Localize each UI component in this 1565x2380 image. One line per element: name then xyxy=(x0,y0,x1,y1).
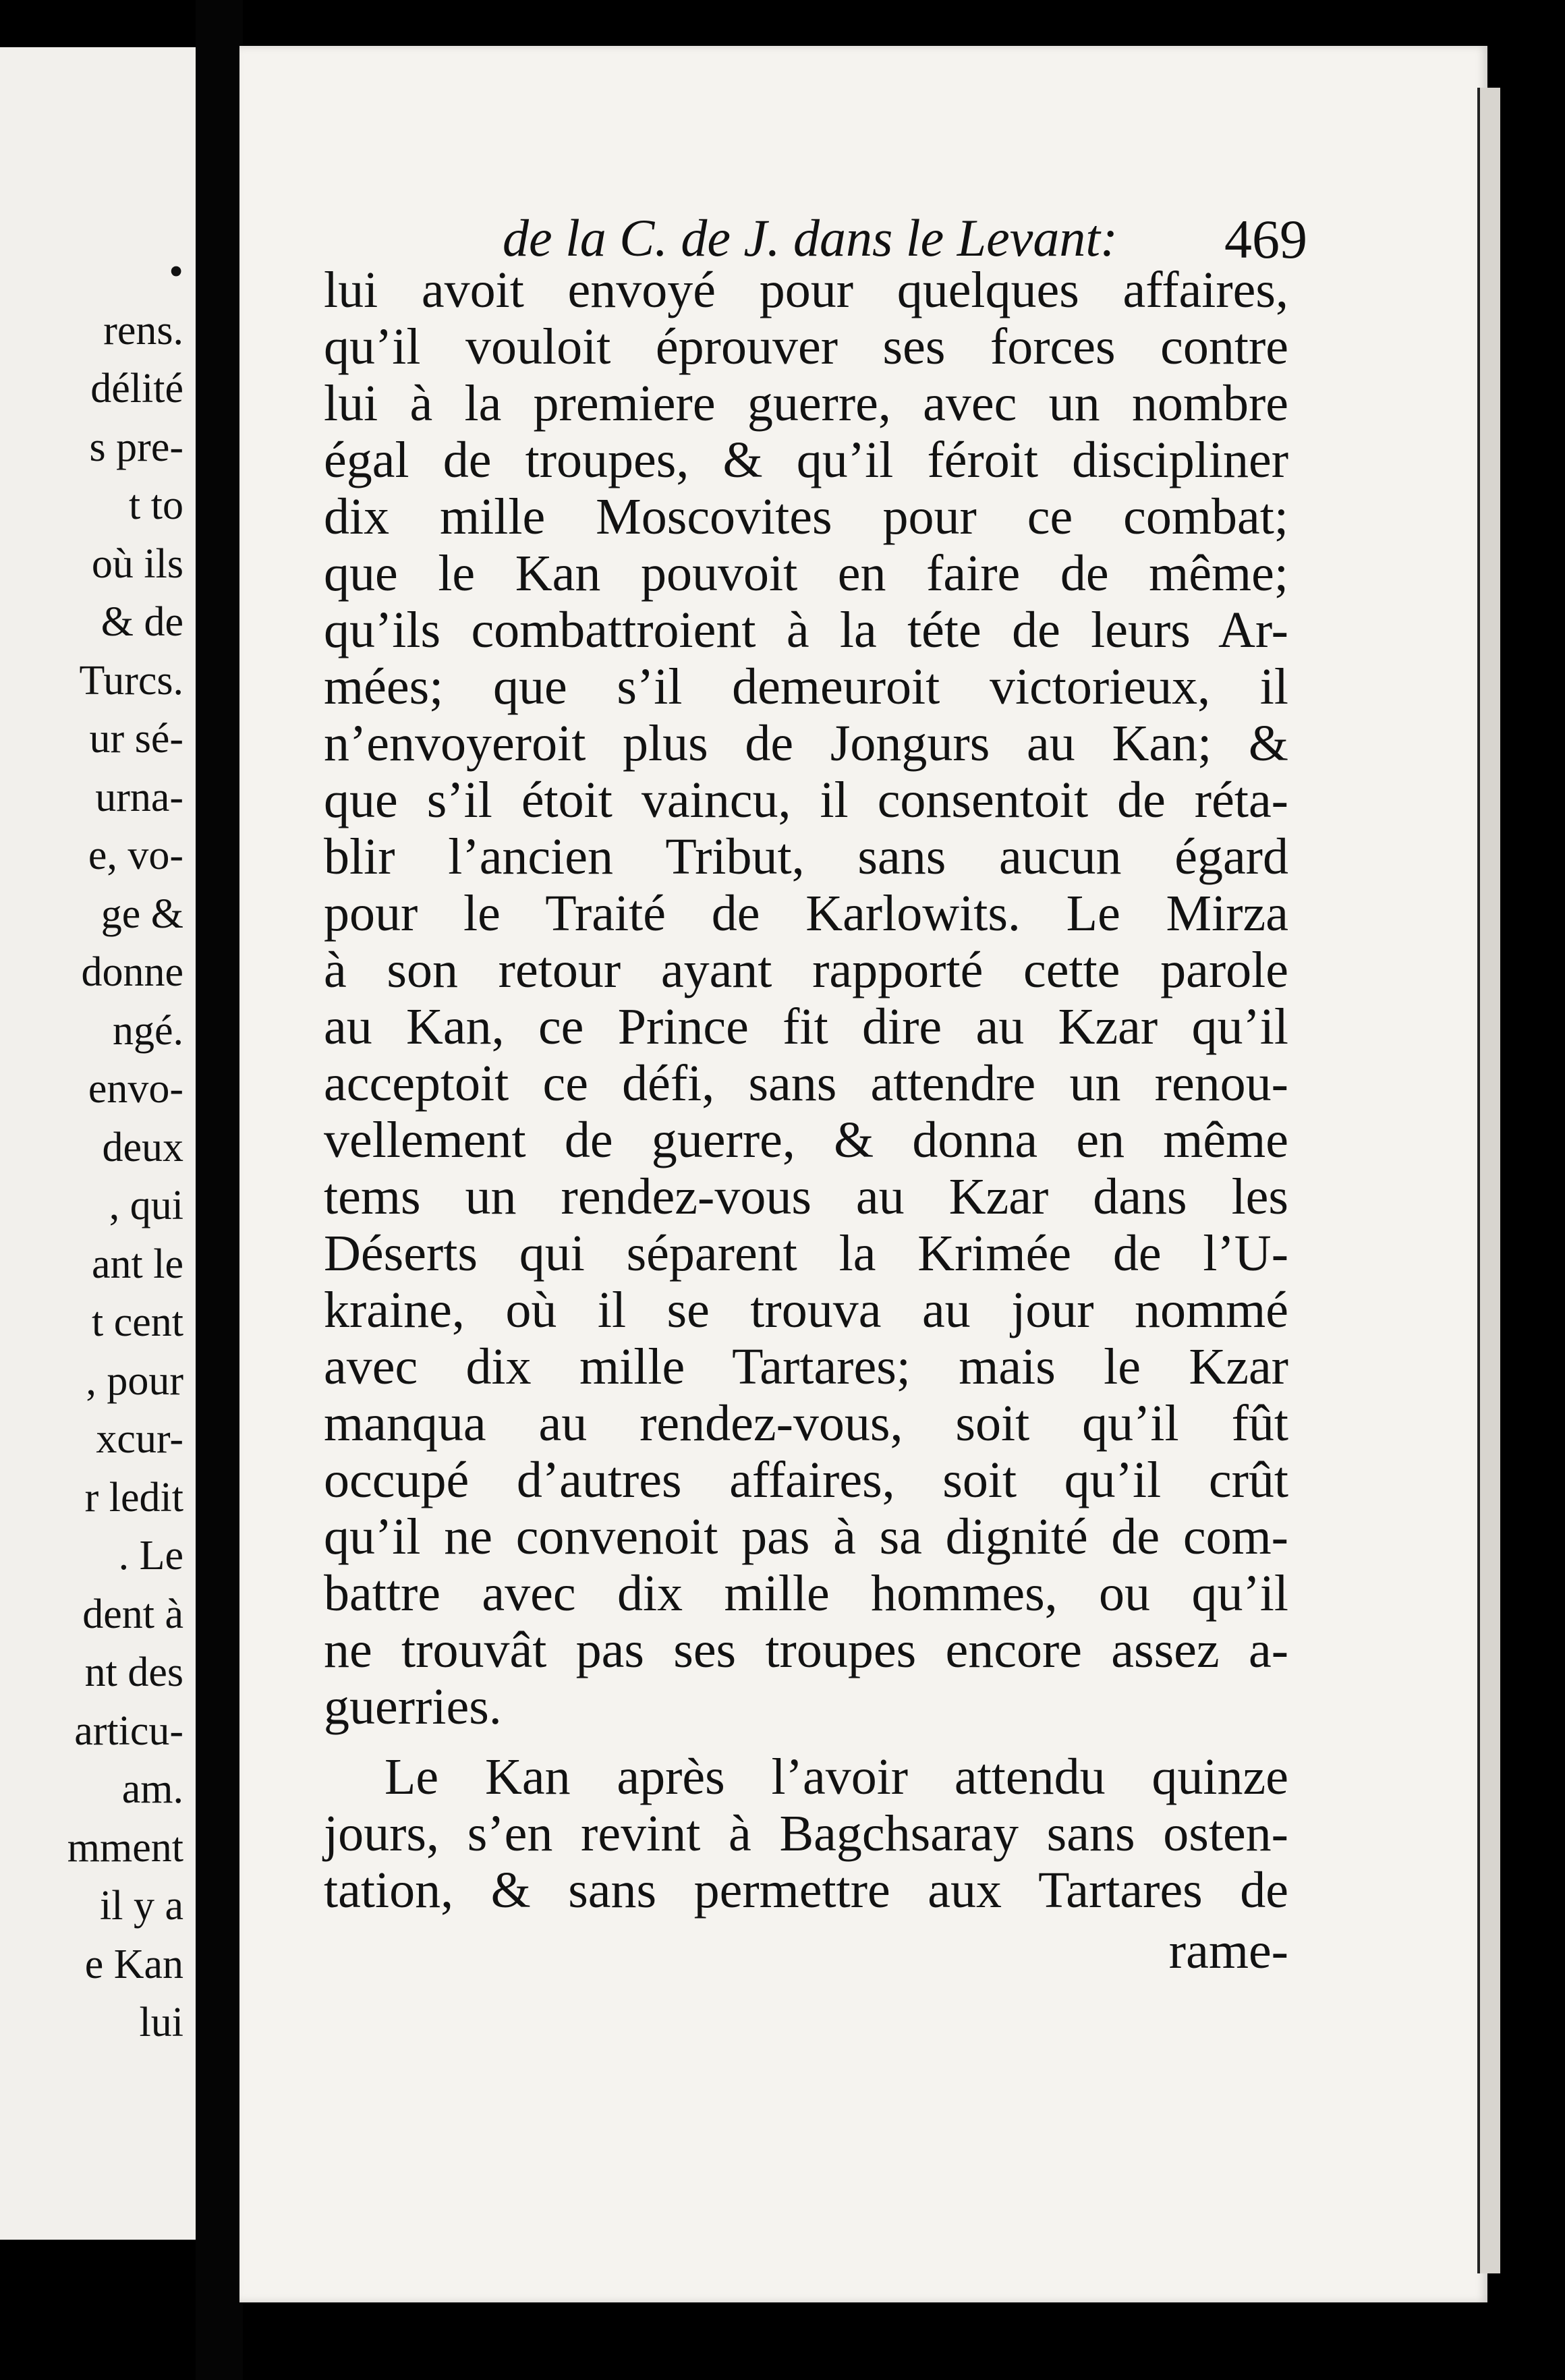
left-line-fragment: t to xyxy=(129,482,183,528)
left-line-fragment: t cent xyxy=(92,1299,183,1345)
left-line-fragment: Turcs. xyxy=(79,657,183,704)
paragraph-gap xyxy=(324,1735,1288,1749)
text-line: égal de troupes, & qu’il féroit discipliner xyxy=(324,432,1288,488)
left-line-fragment: • xyxy=(169,249,183,295)
left-line-fragment: am. xyxy=(121,1766,183,1812)
left-page xyxy=(0,47,196,2240)
text-line: blir l’ancien Tribut, sans aucun égard xyxy=(324,828,1288,885)
text-line: ne trouvât pas ses troupes encore assez a- xyxy=(324,1622,1288,1678)
text-line: pour le Traité de Karlowits. Le Mirza xyxy=(324,885,1288,942)
text-line: avec dix mille Tartares; mais le Kzar xyxy=(324,1338,1288,1395)
left-line-fragment: rens. xyxy=(103,307,183,353)
left-line-fragment: urna- xyxy=(95,774,183,820)
text-line: au Kan, ce Prince fit dire au Kzar qu’il xyxy=(324,998,1288,1055)
left-line-fragment: mment xyxy=(67,1824,183,1871)
book-gutter xyxy=(196,0,243,2380)
text-line: qu’il vouloit éprouver ses forces contre xyxy=(324,318,1288,375)
text-line: tems un rendez-vous au Kzar dans les xyxy=(324,1168,1288,1225)
text-line: qu’ils combattroient à la téte de leurs Ar- xyxy=(324,602,1288,658)
left-line-fragment: ngé. xyxy=(112,1007,183,1054)
left-line-fragment: & de xyxy=(101,599,183,645)
text-line: lui à la premiere guerre, avec un nombre xyxy=(324,375,1288,432)
left-line-fragment: r ledit xyxy=(84,1474,183,1521)
left-line-fragment: xcur- xyxy=(96,1416,183,1462)
text-line: manqua au rendez-vous, soit qu’il fût xyxy=(324,1395,1288,1452)
text-line: guerries. xyxy=(324,1678,502,1735)
text-line: dix mille Moscovites pour ce combat; xyxy=(324,488,1288,545)
text-line: vellement de guerre, & donna en même xyxy=(324,1112,1288,1168)
text-line: que le Kan pouvoit en faire de même; xyxy=(324,545,1288,602)
left-line-fragment: . Le xyxy=(118,1533,183,1579)
left-line-fragment: articu- xyxy=(74,1707,183,1754)
left-line-fragment: délité xyxy=(90,366,183,412)
page-edge xyxy=(1477,88,1500,2273)
left-line-fragment: e Kan xyxy=(84,1941,183,1987)
left-line-fragment: lui xyxy=(139,2000,183,2045)
text-line: lui avoit envoyé pour quelques affaires, xyxy=(324,262,1288,318)
text-line: kraine, où il se trouva au jour nommé xyxy=(324,1282,1288,1338)
text-line: qu’il ne convenoit pas à sa dignité de com- xyxy=(324,1508,1288,1565)
catchword: rame- xyxy=(1168,1923,1288,1979)
text-line: à son retour ayant rapporté cette parole xyxy=(324,942,1288,998)
text-line: mées; que s’il demeuroit victorieux, il xyxy=(324,658,1288,715)
left-line-fragment: il y a xyxy=(100,1883,183,1929)
left-line-fragment: où ils xyxy=(91,540,183,587)
text-line: battre avec dix mille hommes, ou qu’il xyxy=(324,1565,1288,1622)
left-line-fragment: dent à xyxy=(82,1591,183,1637)
page-number: 469 xyxy=(1224,208,1307,270)
left-line-fragment: s pre- xyxy=(89,424,183,470)
left-line-fragment: e, vo- xyxy=(88,832,183,878)
left-line-fragment: , pour xyxy=(86,1357,183,1404)
running-head: de la C. de J. dans le Levant: xyxy=(503,208,1118,267)
left-page-text xyxy=(67,243,183,2052)
left-line-fragment: envo- xyxy=(88,1066,183,1112)
text-line: tation, & sans permettre aux Tartares de xyxy=(324,1862,1288,1919)
left-line-fragment: , qui xyxy=(109,1183,183,1228)
text-line: Le Kan après l’avoir attendu quinze xyxy=(385,1749,1288,1805)
text-line: jours, s’en revint à Bagchsaray sans osten- xyxy=(324,1805,1288,1862)
right-page xyxy=(239,46,1487,2302)
left-line-fragment: ant le xyxy=(92,1241,183,1287)
text-line: que s’il étoit vaincu, il consentoit de réta- xyxy=(324,772,1288,828)
text-line: Déserts qui séparent la Krimée de l’U- xyxy=(324,1225,1288,1282)
text-line: acceptoit ce défi, sans attendre un renou- xyxy=(324,1055,1288,1112)
left-line-fragment: deux xyxy=(102,1124,183,1170)
text-line: occupé d’autres affaires, soit qu’il crût xyxy=(324,1452,1288,1508)
left-line-fragment: donne xyxy=(81,949,183,995)
body-text xyxy=(324,262,1288,1979)
left-line-fragment: ge & xyxy=(101,890,183,937)
left-line-fragment: nt des xyxy=(84,1649,183,1695)
text-line: n’envoyeroit plus de Jongurs au Kan; & xyxy=(324,715,1288,772)
left-line-fragment: ur sé- xyxy=(89,716,183,762)
